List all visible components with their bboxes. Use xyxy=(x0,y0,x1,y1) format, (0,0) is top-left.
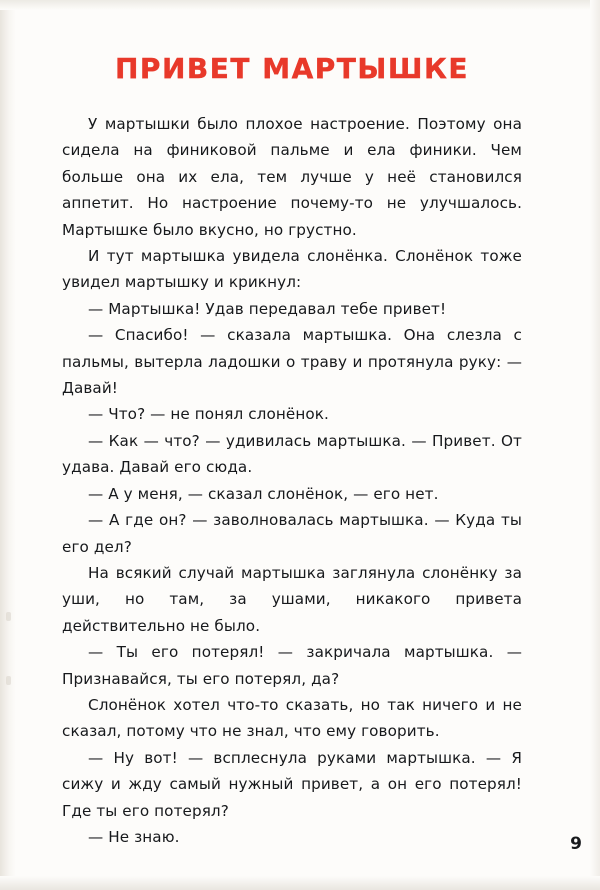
page-number: 9 xyxy=(570,834,582,854)
story-title: ПРИВЕТ МАРТЫШКЕ xyxy=(115,52,469,85)
page-edge-right xyxy=(590,0,600,890)
paragraph: — А где он? — заволновалась мартышка. — Куда ты его дел? xyxy=(62,511,522,556)
paragraph: — Что? — не понял слонёнок. xyxy=(88,405,329,424)
page-content xyxy=(62,0,522,890)
spine-mark xyxy=(6,676,11,685)
page-edge-left xyxy=(0,0,16,890)
story-body xyxy=(62,85,522,850)
paragraph: — А у меня, — сказал слонёнок, — его нет. xyxy=(88,484,439,503)
paragraph: — Ты его потерял! — закричала мартышка. — Признавайся, ты его потерял, да? xyxy=(62,643,522,688)
paragraph: — Спасибо! — сказала мартышка. Она слезла с пальмы, вытерла ладошки о траву и протянула руку: — Давай! xyxy=(62,326,522,398)
paragraph: — Как — что? — удивилась мартышка. — Привет. От удава. Давай его сюда. xyxy=(62,431,522,477)
spine-mark xyxy=(6,612,11,621)
paragraph: У мартышки было плохое настроение. Поэтому она сидела на финиковой пальме и ела финики. Чем больше она их ела, тем лучше у неё становился аппетит. Но настроение почему-то не улучшалось. Мартышке было вкусно, но грустно. xyxy=(62,115,522,239)
paragraph: На всякий случай мартышка заглянула слонёнку за уши, но там, за ушами, никакого привета действительно не было. xyxy=(62,563,522,635)
paragraph: — Не знаю. xyxy=(88,827,180,846)
paragraph: — Мартышка! Удав передавал тебе привет! xyxy=(88,299,447,318)
paragraph: — Ну вот! — всплеснула руками мартышка. — Я сижу и жду самый нужный привет, а он его потерял! Где ты его потерял? xyxy=(62,748,522,820)
paragraph: И тут мартышка увидела слонёнка. Слонёнок тоже увидел мартышку и крикнул: xyxy=(62,247,522,292)
paragraph: Слонёнок хотел что-то сказать, но так ничего и не сказал, потому что не знал, что ему говорить. xyxy=(62,695,522,741)
